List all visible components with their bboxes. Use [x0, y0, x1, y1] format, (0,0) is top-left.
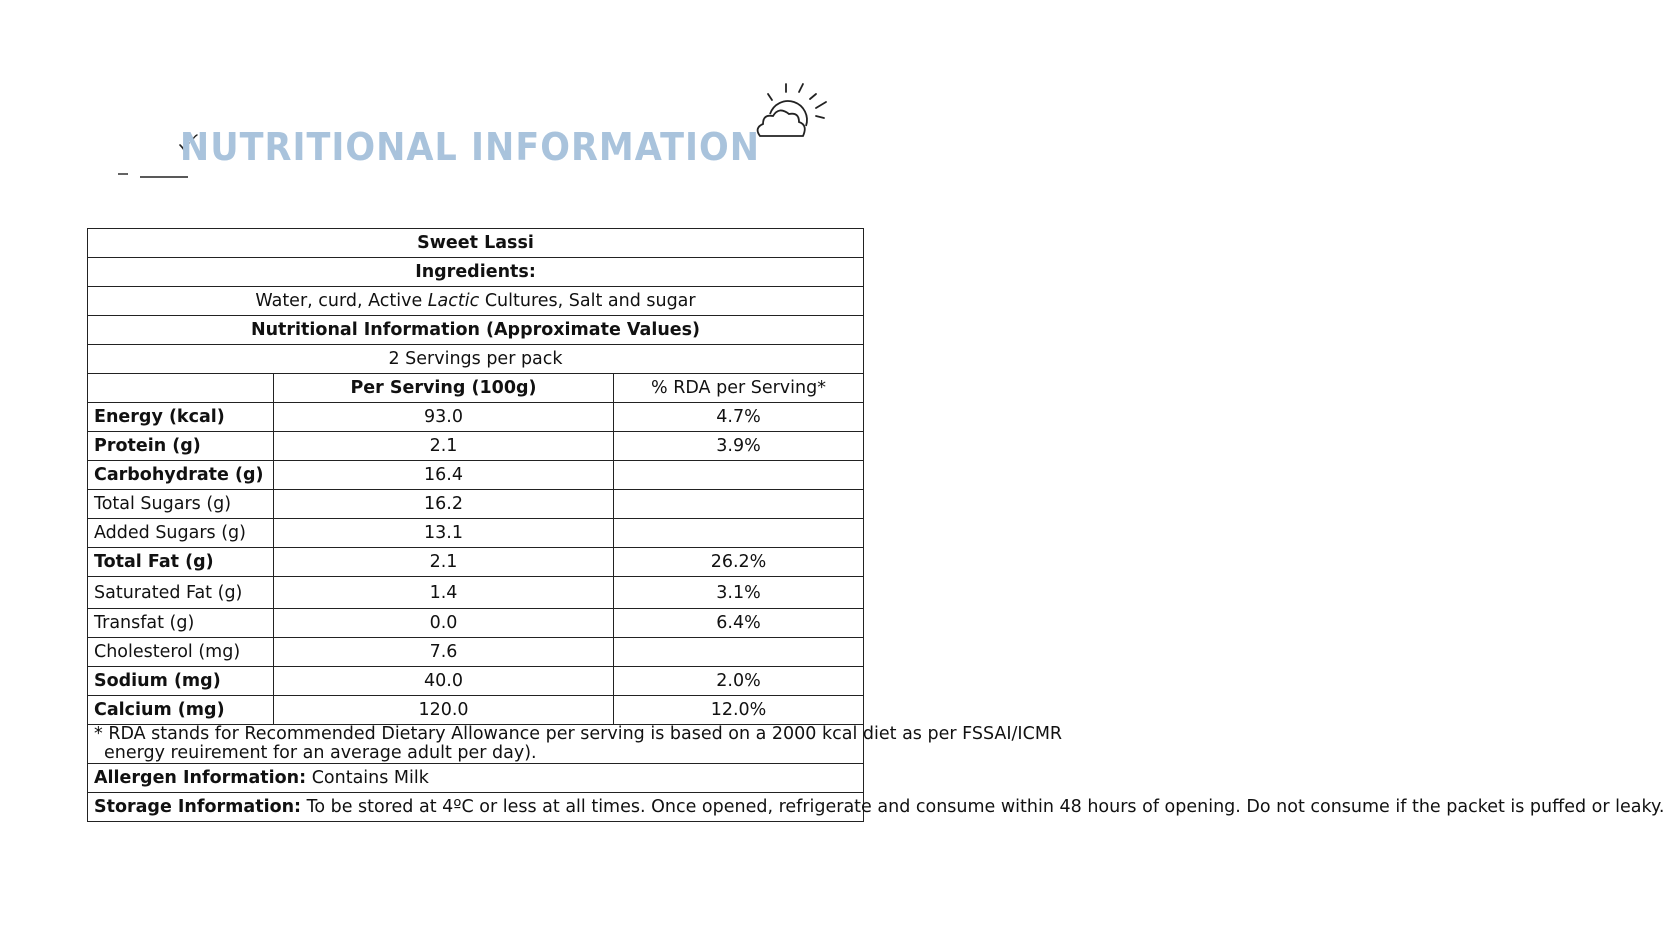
storage-label: Storage Information: [94, 797, 302, 817]
header-rda: % RDA per Serving* [614, 374, 864, 403]
table-row [88, 609, 864, 638]
allergen-info [88, 764, 864, 793]
table-row [88, 519, 864, 548]
table-row [88, 577, 864, 609]
table-row [88, 548, 864, 577]
nutrient-value: 16.4 [274, 461, 614, 490]
table-row [88, 696, 864, 725]
nutrient-value: 13.1 [274, 519, 614, 548]
nutrient-label: Energy (kcal) [88, 403, 274, 432]
nutrient-value: 40.0 [274, 667, 614, 696]
table-row [88, 432, 864, 461]
storage-info [88, 793, 1664, 822]
rda-footnote [88, 724, 1063, 764]
ingredients-text [88, 287, 864, 316]
nutrient-value: 2.1 [274, 432, 614, 461]
nutrient-label: Carbohydrate (g) [88, 461, 274, 490]
nutrient-rda: 3.9% [614, 432, 864, 461]
nutrient-value: 93.0 [274, 403, 614, 432]
nutrient-value: 0.0 [274, 609, 614, 638]
page-heading: NUTRITIONAL INFORMATION [179, 126, 761, 170]
allergen-row [88, 764, 864, 793]
nutrient-label: Calcium (mg) [88, 696, 274, 725]
footnote-line1: * RDA stands for Recommended Dietary Allowance per serving is based on a 2000 kcal diet as per FSSAI/ICMR [94, 724, 1063, 744]
nutrient-rda [614, 638, 864, 667]
nutrient-rda [614, 461, 864, 490]
ingredients-row [88, 287, 864, 316]
allergen-label: Allergen Information: [94, 768, 307, 788]
nutrient-value: 2.1 [274, 548, 614, 577]
nutrient-label: Total Fat (g) [88, 548, 274, 577]
product-row [88, 229, 864, 258]
column-header-row [88, 374, 864, 403]
nutrient-rda: 2.0% [614, 667, 864, 696]
table-row [88, 638, 864, 667]
nutrient-rda: 12.0% [614, 696, 864, 725]
table-row [88, 461, 864, 490]
ingredients-part1: Water, curd, Active [255, 291, 428, 311]
nutrition-heading: Nutritional Information (Approximate Values) [88, 316, 864, 345]
nutrition-table [87, 228, 1664, 822]
ingredients-italic: Lactic [427, 291, 480, 311]
ingredients-label-row [88, 258, 864, 287]
nutrient-rda: 4.7% [614, 403, 864, 432]
servings-row [88, 345, 864, 374]
storage-text: To be stored at 4ºC or less at all times. Once opened, refrigerate and consume within 48 hours of opening. Do not consume if the packet is puffed or leaky. [301, 797, 1664, 817]
nutrient-rda: 6.4% [614, 609, 864, 638]
nutrition-heading-row [88, 316, 864, 345]
nutrient-label: Total Sugars (g) [88, 490, 274, 519]
nutrient-label: Transfat (g) [88, 609, 274, 638]
ingredients-label: Ingredients: [88, 258, 864, 287]
header-empty-cell [88, 374, 274, 403]
nutrient-label: Cholesterol (mg) [88, 638, 274, 667]
nutrient-label: Sodium (mg) [88, 667, 274, 696]
nutrient-rda [614, 490, 864, 519]
nutrient-value: 16.2 [274, 490, 614, 519]
table-row [88, 667, 864, 696]
nutrient-value: 1.4 [274, 577, 614, 609]
nutrient-label: Saturated Fat (g) [88, 577, 274, 609]
product-name: Sweet Lassi [88, 229, 864, 258]
servings-text: 2 Servings per pack [88, 345, 864, 374]
nutrient-rda: 26.2% [614, 548, 864, 577]
nutrient-value: 120.0 [274, 696, 614, 725]
header-per-serving: Per Serving (100g) [274, 374, 614, 403]
table-row [88, 490, 864, 519]
ingredients-part2: Cultures, Salt and sugar [479, 291, 696, 311]
allergen-text: Contains Milk [306, 768, 429, 788]
nutrient-label: Protein (g) [88, 432, 274, 461]
nutrient-rda: 3.1% [614, 577, 864, 609]
nutrient-label: Added Sugars (g) [88, 519, 274, 548]
footnote-line2: energy reuirement for an average adult per day). [104, 743, 537, 763]
nutrient-rda [614, 519, 864, 548]
storage-row [88, 793, 864, 822]
table-row [88, 403, 864, 432]
nutrient-value: 7.6 [274, 638, 614, 667]
footnote-row [88, 725, 864, 764]
